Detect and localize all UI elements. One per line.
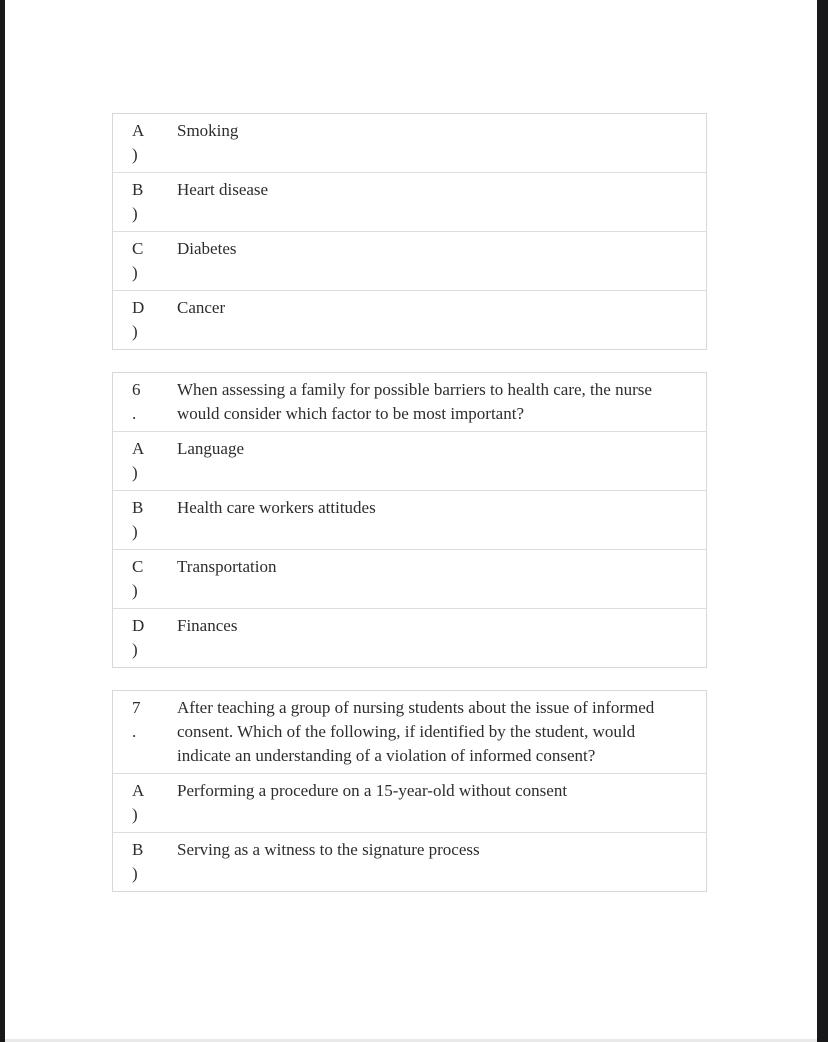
- label-line: B: [132, 840, 144, 859]
- table-row: [113, 373, 706, 431]
- label-line: A: [132, 781, 145, 800]
- label-line: B: [132, 180, 144, 199]
- label-line: ): [132, 581, 138, 600]
- table-row: [113, 172, 706, 231]
- option-label: [113, 437, 177, 485]
- option-label: [113, 178, 177, 226]
- table-row: [113, 231, 706, 290]
- option-text: Language: [177, 439, 245, 458]
- label-line: ): [132, 263, 138, 282]
- question-5-options-table: [112, 113, 707, 350]
- label-line: ): [132, 805, 138, 824]
- table-row: [113, 773, 706, 832]
- option-label: [113, 496, 177, 544]
- question-6-table: [112, 372, 707, 668]
- option-label: [113, 838, 177, 886]
- option-label: [113, 779, 177, 827]
- option-text: Health care workers attitudes: [177, 498, 376, 517]
- option-label: [113, 119, 177, 167]
- question-7-table: [112, 690, 707, 892]
- label-line: D: [132, 616, 145, 635]
- option-text: Performing a procedure on a 15-year-old without consent: [177, 781, 568, 800]
- option-text: Heart disease: [177, 180, 269, 199]
- label-line: 6: [132, 380, 141, 399]
- option-text: Diabetes: [177, 239, 237, 258]
- question-number: [113, 696, 177, 768]
- question-text: When assessing a family for possible barriers to health care, the nurse would consider which factor to be most important?: [177, 380, 652, 423]
- table-row: [113, 549, 706, 608]
- label-line: A: [132, 121, 145, 140]
- option-label: [113, 296, 177, 344]
- option-label: [113, 614, 177, 662]
- label-line: C: [132, 557, 144, 576]
- label-line: ): [132, 864, 138, 883]
- label-line: ): [132, 204, 138, 223]
- label-line: B: [132, 498, 144, 517]
- label-line: 7: [132, 698, 141, 717]
- option-text: Transportation: [177, 557, 277, 576]
- label-line: C: [132, 239, 144, 258]
- label-line: A: [132, 439, 145, 458]
- question-text: After teaching a group of nursing students about the issue of informed consent. Which of the following, if identified by the student, would indicate an understanding of a violation of informed consent?: [177, 698, 655, 765]
- table-row: [113, 431, 706, 490]
- option-text: Finances: [177, 616, 238, 635]
- label-line: ): [132, 463, 138, 482]
- option-label: [113, 237, 177, 285]
- label-line: .: [132, 404, 137, 423]
- label-line: ): [132, 145, 138, 164]
- option-text: Serving as a witness to the signature process: [177, 840, 480, 859]
- table-row: [113, 832, 706, 891]
- table-row: [113, 608, 706, 667]
- label-line: .: [132, 722, 137, 741]
- label-line: ): [132, 522, 138, 541]
- label-line: D: [132, 298, 145, 317]
- table-row: [113, 114, 706, 172]
- label-line: ): [132, 640, 138, 659]
- table-row: [113, 490, 706, 549]
- table-row: [113, 691, 706, 773]
- option-label: [113, 555, 177, 603]
- label-line: ): [132, 322, 138, 341]
- option-text: Cancer: [177, 298, 226, 317]
- option-text: Smoking: [177, 121, 239, 140]
- table-row: [113, 290, 706, 349]
- question-number: [113, 378, 177, 426]
